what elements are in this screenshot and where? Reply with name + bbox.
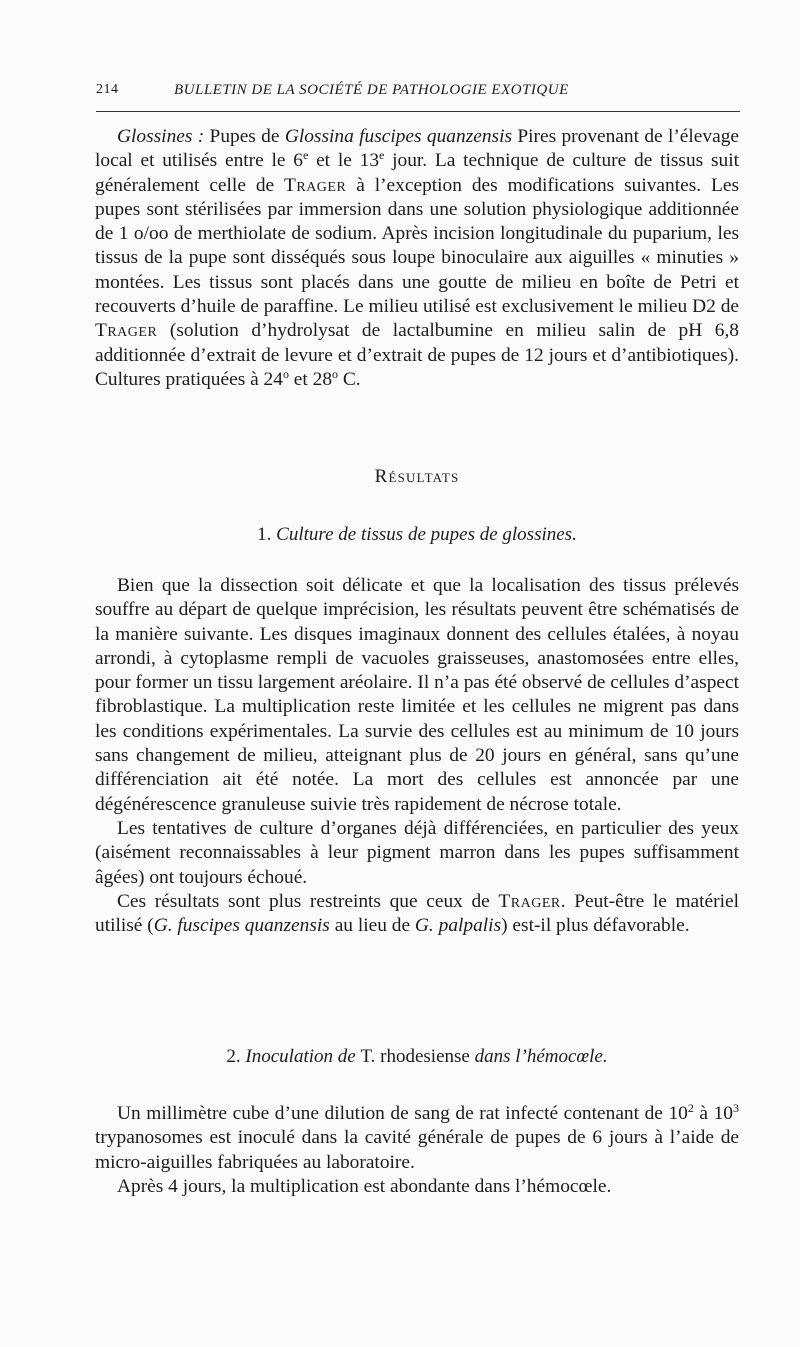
running-header [96,80,738,106]
journal-title: BULLETIN DE LA SOCIÉTÉ DE PATHOLOGIE EXOTIQUE [174,82,569,98]
text-run: au lieu de [329,915,415,937]
subsection-heading-2 [95,1046,739,1068]
paragraph: Bien que la dissection soit délicate et que la localisation des tissus prélevés souffre au départ de quelque imprécision, les résultats peuvent être schématisés de la manière suivante. Les disques imaginaux donnent des cellules étalées, à noyau arrondi, à cytoplasme rempli de vacuoles graisseuses, anastomosées entre elles, pour former un tissu largement aréolaire. Il n’a pas été observé de cellules d’aspect fibroblastique. La multiplication reste limitée et les cellules ne migrent pas dans les conditions expérimentales. La survie des cellules est au minimum de 10 jours sans changement de milieu, atteignant plus de 20 jours en général, sans qu’une différenciation ait été notée. La mort des cellules est annoncée par une dégénérescence granuleuse suivie très rapidement de nécrose totale. [95,575,739,815]
superscript: e [379,148,385,163]
header-rule [96,111,740,112]
text-run: à l’exception des modifications suivantes. Les pupes sont stérilisées par immersion dans une solution physiologique additionnée de 1 o/oo de merthiolate de sodium. Après incision longitudinale du puparium, les tissus de la pupe sont disséqués sous loupe binoculaire aux aiguilles « minuties » montées. Les tissus sont placés dans une goutte de milieu en boîte de Petri et recouverts d’huile de paraffine. Le milieu utilisé est exclusivement le milieu D2 de [95,174,739,318]
superscript: e [302,148,309,163]
paragraph: Après 4 jours, la multiplication est abondante dans l’hémocœle. [117,1175,612,1197]
subsection-number: 2. [226,1046,246,1067]
paragraph: Les tentatives de culture d’organes déjà différenciées, en particulier des yeux (aisément reconnaissables à leur pigment marron dans les pupes suffisamment âgées) ont toujours échoué. [95,817,739,888]
paragraph [95,1102,739,1175]
species-name: G. palpalis [414,915,502,937]
text-run: ) est-il plus défavorable. [501,915,690,937]
subsection-heading-1 [95,524,739,546]
methods-paragraph [95,125,739,392]
species-name: T. rhodesiense [360,1046,470,1067]
text-run: jour. La technique de culture de tissus suit généralement celle de [95,150,740,196]
paragraph [95,890,739,939]
author-trager: Trager [284,174,347,196]
text-run: Pires provenant de l’élevage local et utilisés entre le 6 [95,126,740,172]
superscript: 2 [687,1101,694,1115]
subsection-number: 1. [257,524,277,545]
text-run: et le 13 [308,150,380,172]
text-run: . Peut-être le matériel utilisé ( [95,890,739,937]
text-run: et 28 [288,368,333,390]
subsection-title: Inoculation de [245,1046,361,1067]
results-section-1 [95,574,739,938]
text-run: C. [338,368,361,390]
text-run: à 10 [693,1103,734,1124]
subsection-title: Culture de tissus de pupes de glossines. [276,524,577,545]
species-name: G. fuscipes quanzensis [153,915,330,937]
subsection-title: dans l’hémocœle. [469,1046,608,1067]
species-name: Glossina fuscipes quanzensis [284,126,513,147]
text-run: Un millimètre cube d’une dilution de sang de rat infecté contenant de 10 [117,1103,688,1124]
glossines-lead: Glossines : [117,126,205,147]
text-run: trypanosomes est inoculé dans la cavité générale de pupes de 6 jours à l’aide de micro-aiguilles fabriquées au laboratoire. [95,1127,739,1173]
section-heading-results: Résultats [374,466,460,487]
text-run: (solution d’hydrolysat de lactalbumine en milieu salin de pH 6,8 additionnée d’extrait de levure et d’extrait de pupes de 12 jours et d’antibiotiques). Cultures pratiquées à 24 [95,320,739,390]
superscript: o [332,366,339,381]
author-trager: Trager [498,890,561,912]
text-run: Pupes de [204,126,285,147]
superscript: o [282,366,289,381]
text-run: Ces résultats sont plus restreints que ceux de [117,890,499,912]
author-trager: Trager [95,320,158,342]
results-section-2 [95,1102,739,1199]
superscript: 3 [733,1101,740,1115]
page-number: 214 [96,82,119,97]
